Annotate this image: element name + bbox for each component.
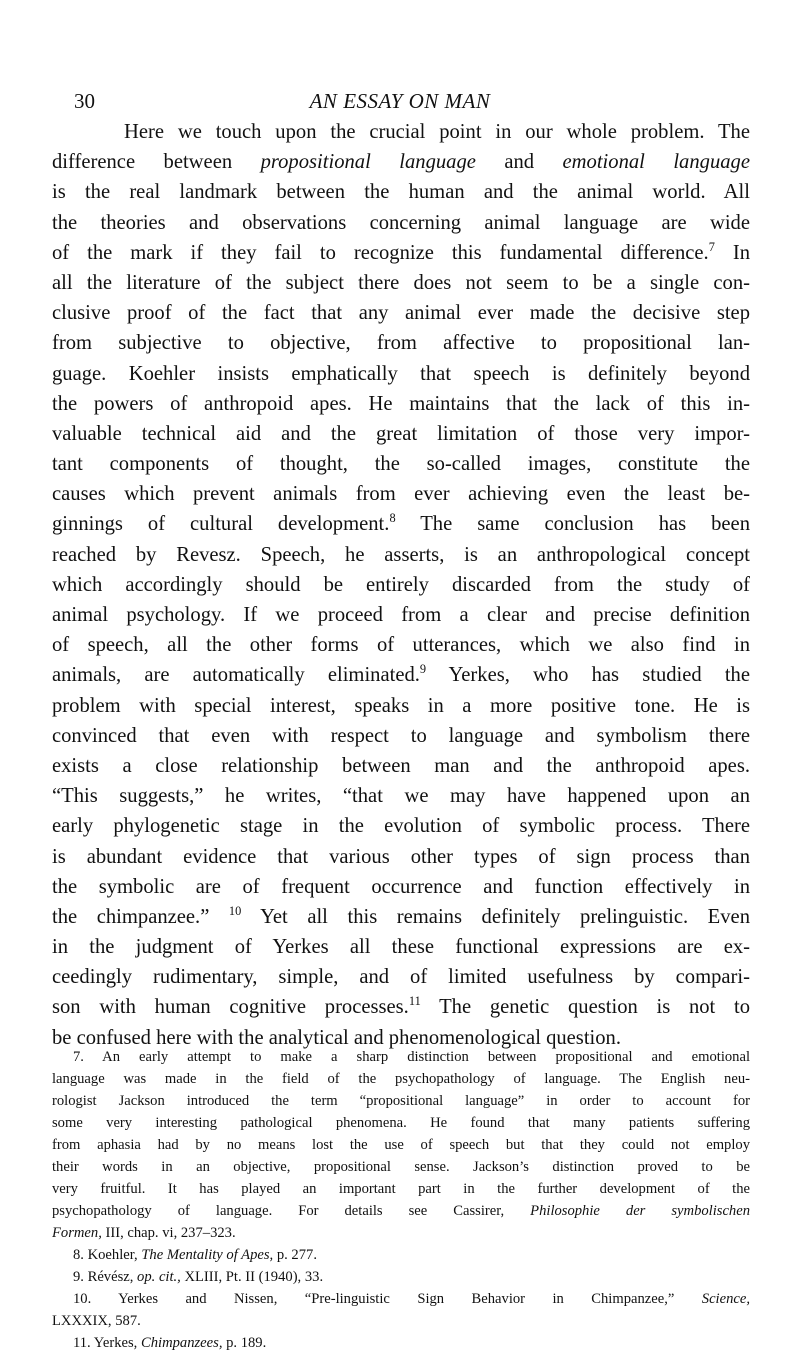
text-run: problem with special interest, speaks in a more positive tone. He is: [52, 694, 750, 717]
italic-text: op. cit.,: [137, 1269, 181, 1285]
text-line: [52, 298, 750, 328]
text-run: 11. Yerkes,: [73, 1335, 141, 1351]
italic-text: The Mentality of Apes,: [141, 1247, 274, 1263]
footnote-reference: 10: [228, 904, 242, 919]
footnote-line: [52, 1244, 750, 1266]
text-run: in the judgment of Yerkes all these functional expressions are ex-: [52, 936, 750, 959]
text-run: exists a close relationship between man and the anthropoid apes.: [52, 754, 750, 777]
text-run: and: [475, 151, 563, 174]
footnote-line: [52, 1332, 750, 1354]
text-run: “This suggests,” he writes, “that we may have happened upon an: [52, 785, 750, 808]
footnote-line: [52, 1310, 750, 1332]
text-line: [52, 479, 750, 509]
text-line: [52, 570, 750, 600]
text-run: Yerkes, who has studied the: [426, 664, 750, 687]
text-line: [52, 781, 750, 811]
text-run: The genetic question is not to: [420, 996, 750, 1019]
text-run: son with human cognitive processes.: [52, 996, 409, 1019]
body-paragraph: [52, 117, 750, 1053]
text-line: [52, 902, 750, 932]
text-line: [52, 509, 750, 539]
text-run: early phylogenetic stage in the evolution of symbolic process. There: [52, 815, 750, 838]
text-run: which accordingly should be entirely discarded from the study of: [52, 573, 750, 596]
page-header: [74, 86, 726, 116]
page-number: 30: [74, 89, 95, 113]
footnote-reference: 7: [708, 239, 715, 254]
text-run: Yet all this remains definitely prelinguistic. Even: [241, 905, 750, 928]
footnote-line: [52, 1134, 750, 1156]
text-run: be confused here with the analytical and phenomenological question.: [52, 1026, 622, 1049]
text-run: rologist Jackson introduced the term “propositional language” in order to account for: [52, 1093, 750, 1109]
text-run: difference between: [52, 151, 261, 174]
text-line: [52, 660, 750, 690]
text-line: [52, 630, 750, 660]
text-run: The same conclusion has been: [395, 513, 750, 536]
text-line: [52, 842, 750, 872]
text-run: psychopathology of language. For details see Cassirer,: [52, 1203, 531, 1219]
footnote-reference: 11: [408, 994, 421, 1009]
text-run: 8. Koehler,: [73, 1247, 142, 1263]
text-run: In: [714, 241, 750, 264]
text-run: causes which prevent animals from ever achieving even the least be-: [52, 483, 750, 506]
text-run: all the literature of the subject there does not seem to be a single con-: [52, 271, 750, 294]
footnote-line: [52, 1178, 750, 1200]
text-run: reached by Revesz. Speech, he asserts, is an anthropological concept: [52, 543, 750, 566]
text-run: the powers of anthropoid apes. He maintains that the lack of this in-: [52, 392, 750, 415]
text-line: [52, 691, 750, 721]
text-line: [52, 147, 750, 177]
footnote-line: [52, 1288, 750, 1310]
footnote-line: [52, 1112, 750, 1134]
text-line: [52, 177, 750, 207]
text-run: p. 277.: [273, 1247, 317, 1263]
text-run: is abundant evidence that various other types of sign process than: [52, 845, 750, 868]
text-run: of speech, all the other forms of utterances, which we also find in: [52, 634, 750, 657]
text-run: ceedingly rudimentary, simple, and of limited usefulness by compari-: [52, 966, 750, 989]
text-line: [52, 540, 750, 570]
footnote-line: [52, 1156, 750, 1178]
italic-text: emotional language: [562, 151, 750, 174]
text-run: ginnings of cultural development.: [52, 513, 390, 536]
text-line: [52, 751, 750, 781]
text-run: the theories and observations concerning animal language are wide: [52, 211, 750, 234]
text-run: XLIII, Pt. II (1940), 33.: [180, 1269, 324, 1285]
text-line: [52, 328, 750, 358]
text-line: [52, 932, 750, 962]
text-run: Here we touch upon the crucial point in our whole problem. The: [124, 121, 750, 143]
footnote-line: [52, 1090, 750, 1112]
text-line: [52, 208, 750, 238]
text-line: [52, 359, 750, 389]
text-run: LXXXIX, 587.: [52, 1313, 141, 1329]
text-run: very fruitful. It has played an important part in the further development of the: [52, 1181, 750, 1197]
text-run: the symbolic are of frequent occurrence and function effectively in: [52, 875, 750, 898]
text-run: 10. Yerkes and Nissen, “Pre-linguistic Sign Behavior in Chimpanzee,”: [73, 1291, 702, 1307]
footnote-line: [52, 1200, 750, 1222]
italic-text: Chimpanzees,: [140, 1335, 223, 1351]
text-run: guage. Koehler insists emphatically that speech is definitely beyond: [52, 362, 750, 385]
italic-text: Formen,: [52, 1225, 102, 1241]
italic-text: Science,: [701, 1291, 750, 1307]
footnote-reference: 8: [389, 511, 396, 526]
text-run: language was made in the field of the psychopathology of language. The English neu-: [52, 1071, 750, 1087]
italic-text: Philosophie der symbolischen: [530, 1203, 750, 1219]
footnote-line: [52, 1068, 750, 1090]
footnote-line: [52, 1266, 750, 1288]
footnote-line: [52, 1222, 750, 1244]
text-line: [52, 600, 750, 630]
text-line: [52, 268, 750, 298]
text-line: [52, 449, 750, 479]
text-line: [52, 117, 750, 147]
text-run: their words in an objective, propositional sense. Jackson’s distinction proved to be: [52, 1159, 750, 1175]
text-run: of the mark if they fail to recognize this fundamental difference.: [52, 241, 709, 264]
text-run: convinced that even with respect to language and symbolism there: [52, 724, 750, 747]
text-line: [52, 992, 750, 1022]
text-run: some very interesting pathological phenomena. He found that many patients suffering: [52, 1115, 750, 1131]
text-run: animal psychology. If we proceed from a clear and precise definition: [52, 604, 750, 626]
running-head: AN ESSAY ON MAN: [309, 89, 491, 113]
text-run: the chimpanzee.”: [52, 905, 229, 928]
text-line: [52, 721, 750, 751]
footnote-line: [52, 1046, 750, 1068]
text-run: III, chap. vi, 237–323.: [101, 1225, 236, 1241]
text-run: 7. An early attempt to make a sharp distinction between propositional and emotional: [73, 1049, 750, 1065]
text-run: 9. Révész,: [73, 1269, 138, 1285]
text-run: p. 189.: [222, 1335, 267, 1351]
text-line: [52, 419, 750, 449]
footnote-reference: 9: [419, 662, 427, 677]
text-line: [52, 811, 750, 841]
text-run: from subjective to objective, from affective to propositional lan-: [52, 332, 750, 355]
text-line: [52, 872, 750, 902]
text-run: clusive proof of the fact that any animal ever made the decisive step: [52, 302, 750, 325]
text-run: tant components of thought, the so-called images, constitute the: [52, 453, 750, 476]
text-run: valuable technical aid and the great limitation of those very impor-: [52, 422, 750, 445]
text-run: animals, are automatically eliminated.: [52, 664, 420, 687]
text-line: [52, 238, 750, 268]
text-line: [52, 962, 750, 992]
text-line: [52, 389, 750, 419]
text-run: is the real landmark between the human and the animal world. All: [52, 181, 750, 204]
italic-text: propositional language: [260, 151, 476, 174]
text-run: from aphasia had by no means lost the use of speech but that they could not employ: [52, 1137, 750, 1153]
